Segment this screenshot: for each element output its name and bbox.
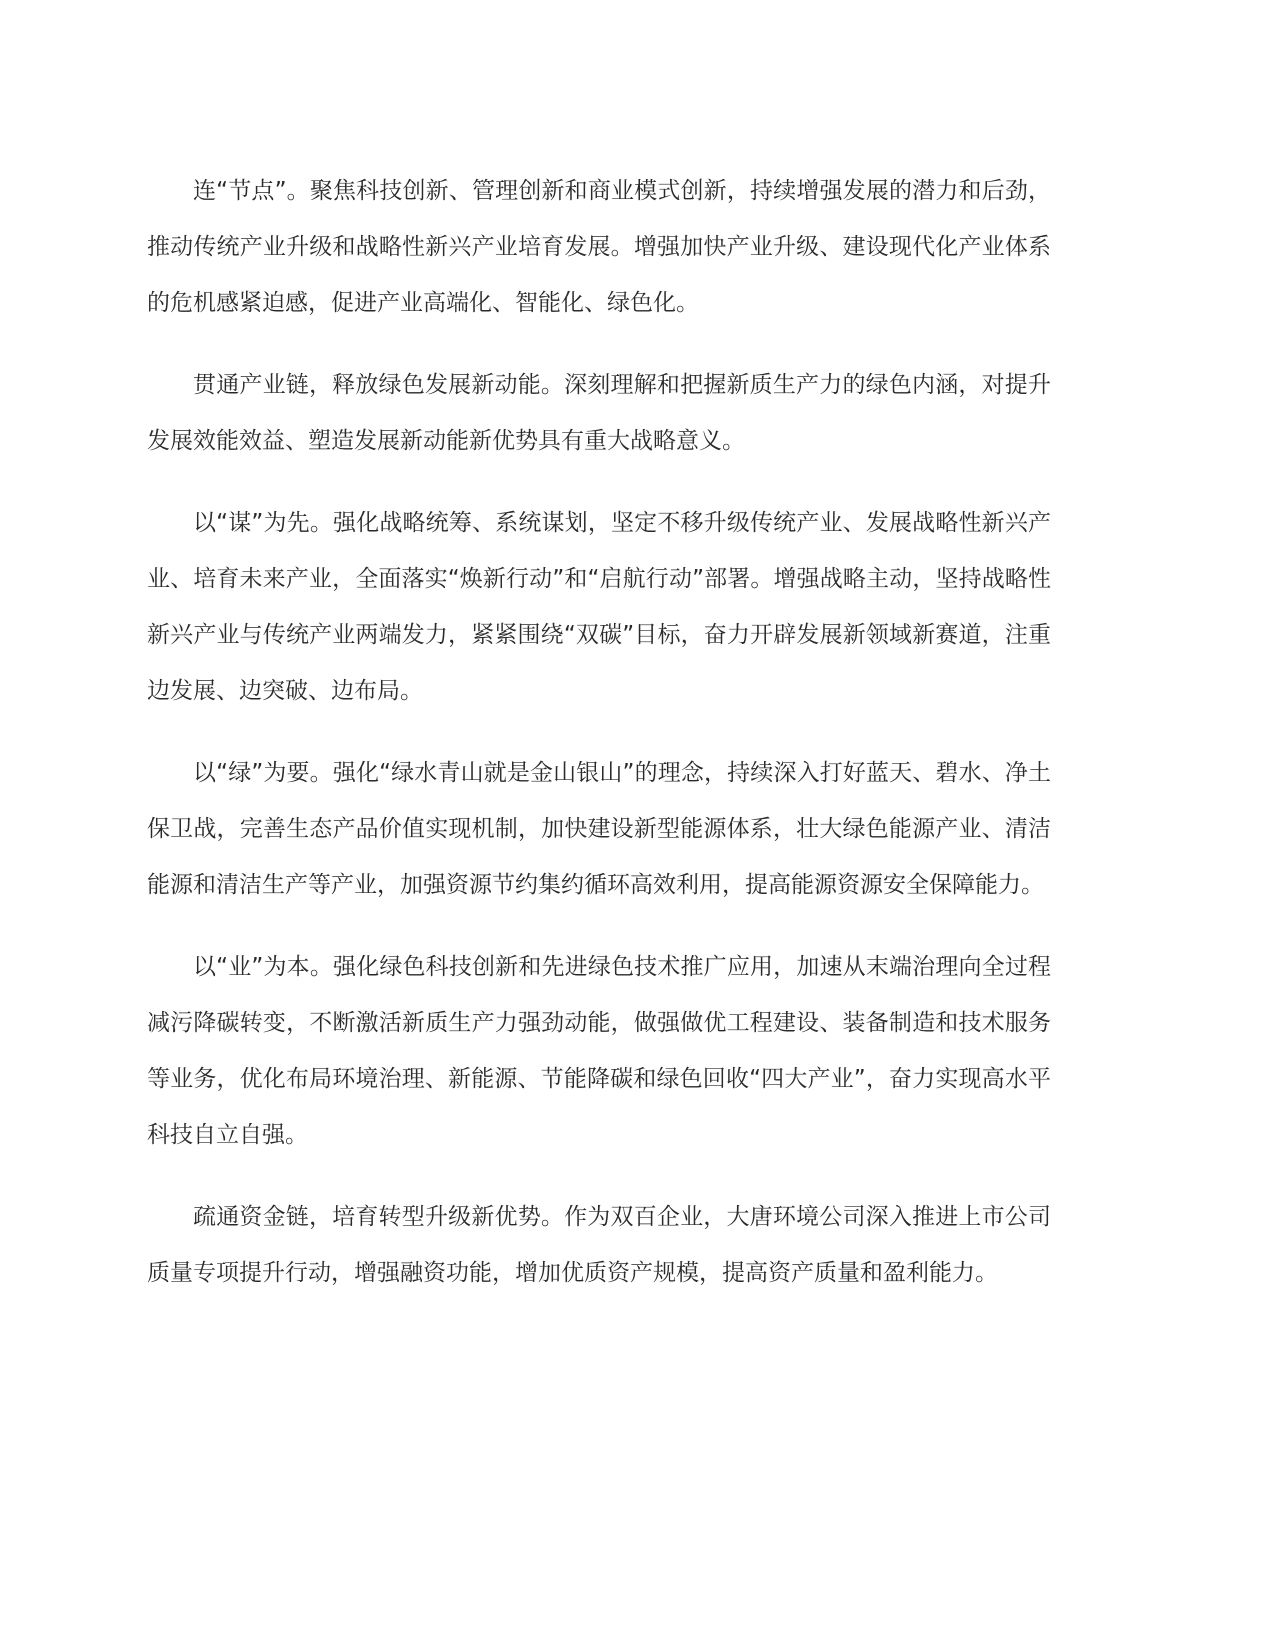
paragraph-2: 贯通产业链，释放绿色发展新动能。深刻理解和把握新质生产力的绿色内涵，对提升发展效能效益、塑造发展新动能新优势具有重大战略意义。 — [147, 372, 1051, 454]
paragraph-6: 疏通资金链，培育转型升级新优势。作为双百企业，大唐环境公司深入推进上市公司质量专项提升行动，增强融资功能，增加优质资产规模，提高资产质量和盈利能力。 — [147, 1204, 1051, 1286]
paragraph-3: 以“谋”为先。强化战略统筹、系统谋划，坚定不移升级传统产业、发展战略性新兴产业、培育未来产业，全面落实“焕新行动”和“启航行动”部署。增强战略主动，坚持战略性新兴产业与传统产业两端发力，紧紧围绕“双碳”目标，奋力开辟发展新领域新赛道，注重边发展、边突破、边布局。 — [147, 510, 1051, 704]
paragraph-5: 以“业”为本。强化绿色科技创新和先进绿色技术推广应用，加速从末端治理向全过程减污降碳转变，不断激活新质生产力强劲动能，做强做优工程建设、装备制造和技术服务等业务，优化布局环境治理、新能源、节能降碳和绿色回收“四大产业”，奋力实现高水平科技自立自强。 — [147, 954, 1051, 1148]
paragraph-1: 连“节点”。聚焦科技创新、管理创新和商业模式创新，持续增强发展的潜力和后劲，推动传统产业升级和战略性新兴产业培育发展。增强加快产业升级、建设现代化产业体系的危机感紧迫感，促进产业高端化、智能化、绿色化。 — [147, 178, 1051, 316]
paragraph-4: 以“绿”为要。强化“绿水青山就是金山银山”的理念，持续深入打好蓝天、碧水、净土保卫战，完善生态产品价值实现机制，加快建设新型能源体系，壮大绿色能源产业、清洁能源和清洁生产等产业，加强资源节约集约循环高效利用，提高能源资源安全保障能力。 — [147, 760, 1051, 898]
